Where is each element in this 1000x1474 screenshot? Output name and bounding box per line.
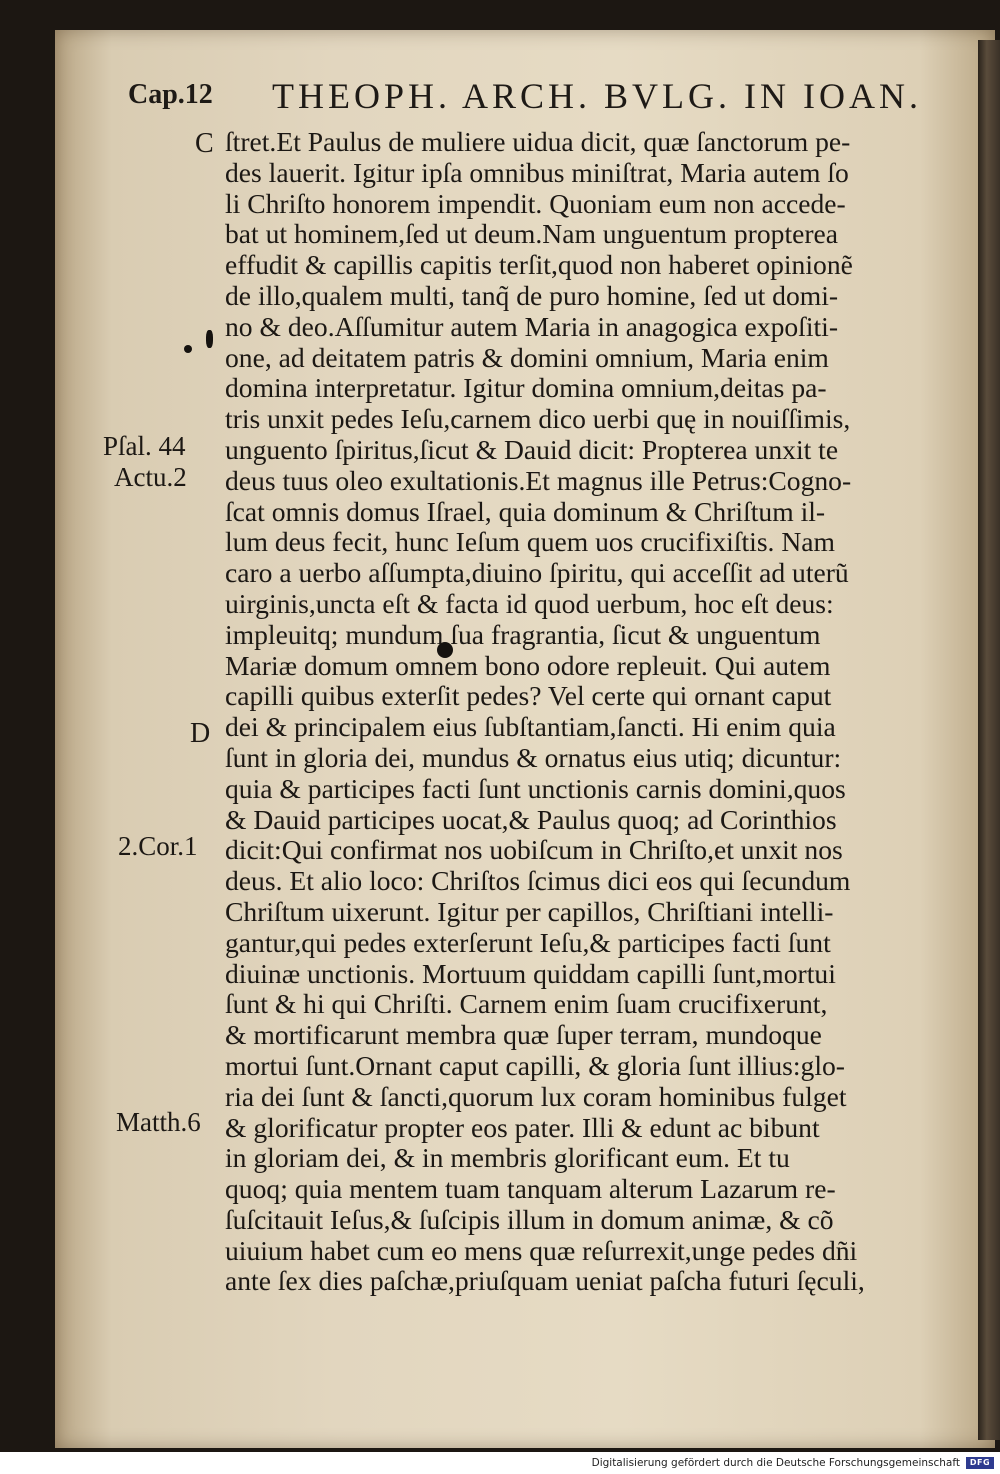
text-line: dicit:Qui confirmat nos uobiſcum in Chriſto,et unxit nos: [225, 834, 843, 866]
text-line: lum deus fecit, hunc Ieſum quem uos crucifixiſtis. Nam: [225, 526, 835, 558]
text-line: mortui ſunt.Ornant caput capilli, & gloria ſunt illius:glo-: [225, 1049, 845, 1081]
text-line: ſuſcitauit Ieſus,& ſuſcipis illum in domum animæ, & cõ: [225, 1203, 834, 1235]
text-line: uiuium habet cum eo mens quæ reſurrexit,unge pedes dñi: [225, 1234, 858, 1266]
text-line: dei & principalem eius ſubſtantiam,ſancti. Hi enim quia: [225, 711, 836, 743]
text-line: de illo,qualem multi, tanq̃ de puro homine, ſed ut domi-: [225, 279, 839, 311]
text-line: ſcat omnis domus Iſrael, quia dominum & Chriſtum il-: [225, 495, 826, 527]
text-line: ria dei ſunt & ſancti,quorum lux coram hominibus fulget: [225, 1080, 847, 1112]
text-line: & mortificarunt membra quæ ſuper terram, mundoque: [225, 1019, 822, 1051]
page-header: [0, 75, 1000, 125]
margin-note-matth: Matth.6: [116, 1107, 201, 1137]
text-line: caro a uerbo aſſumpta,diuino ſpiritu, qui acceſſit ad uterũ: [225, 557, 849, 589]
funding-credit: Digitalisierung gefördert durch die Deutsche Forschungsgemeinschaft: [591, 1457, 960, 1469]
text-line: effudit & capillis capitis terſit,quod non haberet opinionẽ: [225, 249, 853, 281]
page-edge-shadow: [978, 40, 1000, 1440]
text-line: deus. Et alio loco: Chriſtos ſcimus dici eos qui ſecundum: [225, 865, 851, 897]
text-line: quoq; quia mentem tuam tanquam alterum Lazarum re-: [225, 1173, 836, 1205]
text-line: one, ad deitatem patris & domini omnium, Maria enim: [225, 341, 829, 373]
body-text: [225, 127, 925, 1297]
margin-note-actu: Actu.2: [114, 462, 187, 492]
margin-note-psal: Pſal. 44: [103, 431, 186, 461]
text-line: impleuitq; mundum ſua fragrantia, ſicut & unguentum: [225, 618, 821, 650]
text-line: gantur,qui pedes exterſerunt Ieſu,& participes facti ſunt: [225, 926, 831, 958]
text-line: ante ſex dies paſchæ,priuſquam ueniat paſcha futuri ſęculi,: [225, 1265, 865, 1297]
text-line: capilli quibus exterſit pedes? Vel certe qui ornant caput: [225, 680, 832, 712]
text-line: quia & participes facti ſunt unctionis carnis domini,quos: [225, 772, 846, 804]
ink-dot: [206, 330, 213, 348]
text-line: li Chriſto honorem impendit. Quoniam eum non accede-: [225, 187, 846, 219]
text-line: no & deo.Aſſumitur autem Maria in anagogica expoſiti-: [225, 310, 839, 342]
text-line: Chriſtum uixerunt. Igitur per capillos, Chriſtiani intelli-: [225, 895, 834, 927]
dfg-logo: DFG: [966, 1457, 994, 1469]
text-line: domina interpretatur. Igitur domina omnium,deitas pa-: [225, 372, 827, 404]
section-letter-c: C: [195, 128, 214, 159]
text-line: tris unxit pedes Ieſu,carnem dico uerbi quę in nouiſſimis,: [225, 403, 851, 435]
text-line: in gloriam dei, & in membris glorificant eum. Et tu: [225, 1142, 790, 1174]
ink-dot: [184, 345, 192, 353]
text-line: & glorificatur propter eos pater. Illi & edunt ac bibunt: [225, 1111, 820, 1143]
section-letter-d: D: [190, 718, 211, 749]
running-title: THEOPH. ARCH. BVLG. IN IOAN.: [272, 76, 922, 116]
text-line: ſunt & hi qui Chriſti. Carnem enim ſuam crucifixerunt,: [225, 988, 828, 1020]
text-line: uirginis,uncta eſt & facta id quod uerbum, hoc eſt deus:: [225, 587, 834, 619]
digitization-footer: [0, 1452, 1000, 1474]
margin-note-cor: 2.Cor.1: [118, 831, 198, 861]
chapter-label: Cap.12: [128, 79, 213, 110]
text-line: Mariæ domum omnem bono odore repleuit. Qui autem: [225, 649, 831, 681]
text-line: unguento ſpiritus,ſicut & Dauid dicit: Propterea unxit te: [225, 433, 839, 465]
text-line: & Dauid participes uocat,& Paulus quoq; ad Corinthios: [225, 803, 837, 835]
text-line: des lauerit. Igitur ipſa omnibus miniſtrat, Maria autem ſo: [225, 156, 849, 188]
text-line: deus tuus oleo exultationis.Et magnus ille Petrus:Cogno-: [225, 464, 852, 496]
text-line: ſtret.Et Paulus de muliere uidua dicit, quæ ſanctorum pe-: [225, 126, 851, 157]
text-line: ſunt in gloria dei, mundus & ornatus eius utiq; dicuntur:: [225, 741, 842, 773]
text-line: bat ut hominem,ſed ut deum.Nam unguentum propterea: [225, 218, 839, 250]
text-line: diuinæ unctionis. Mortuum quiddam capilli ſunt,mortui: [225, 957, 836, 989]
